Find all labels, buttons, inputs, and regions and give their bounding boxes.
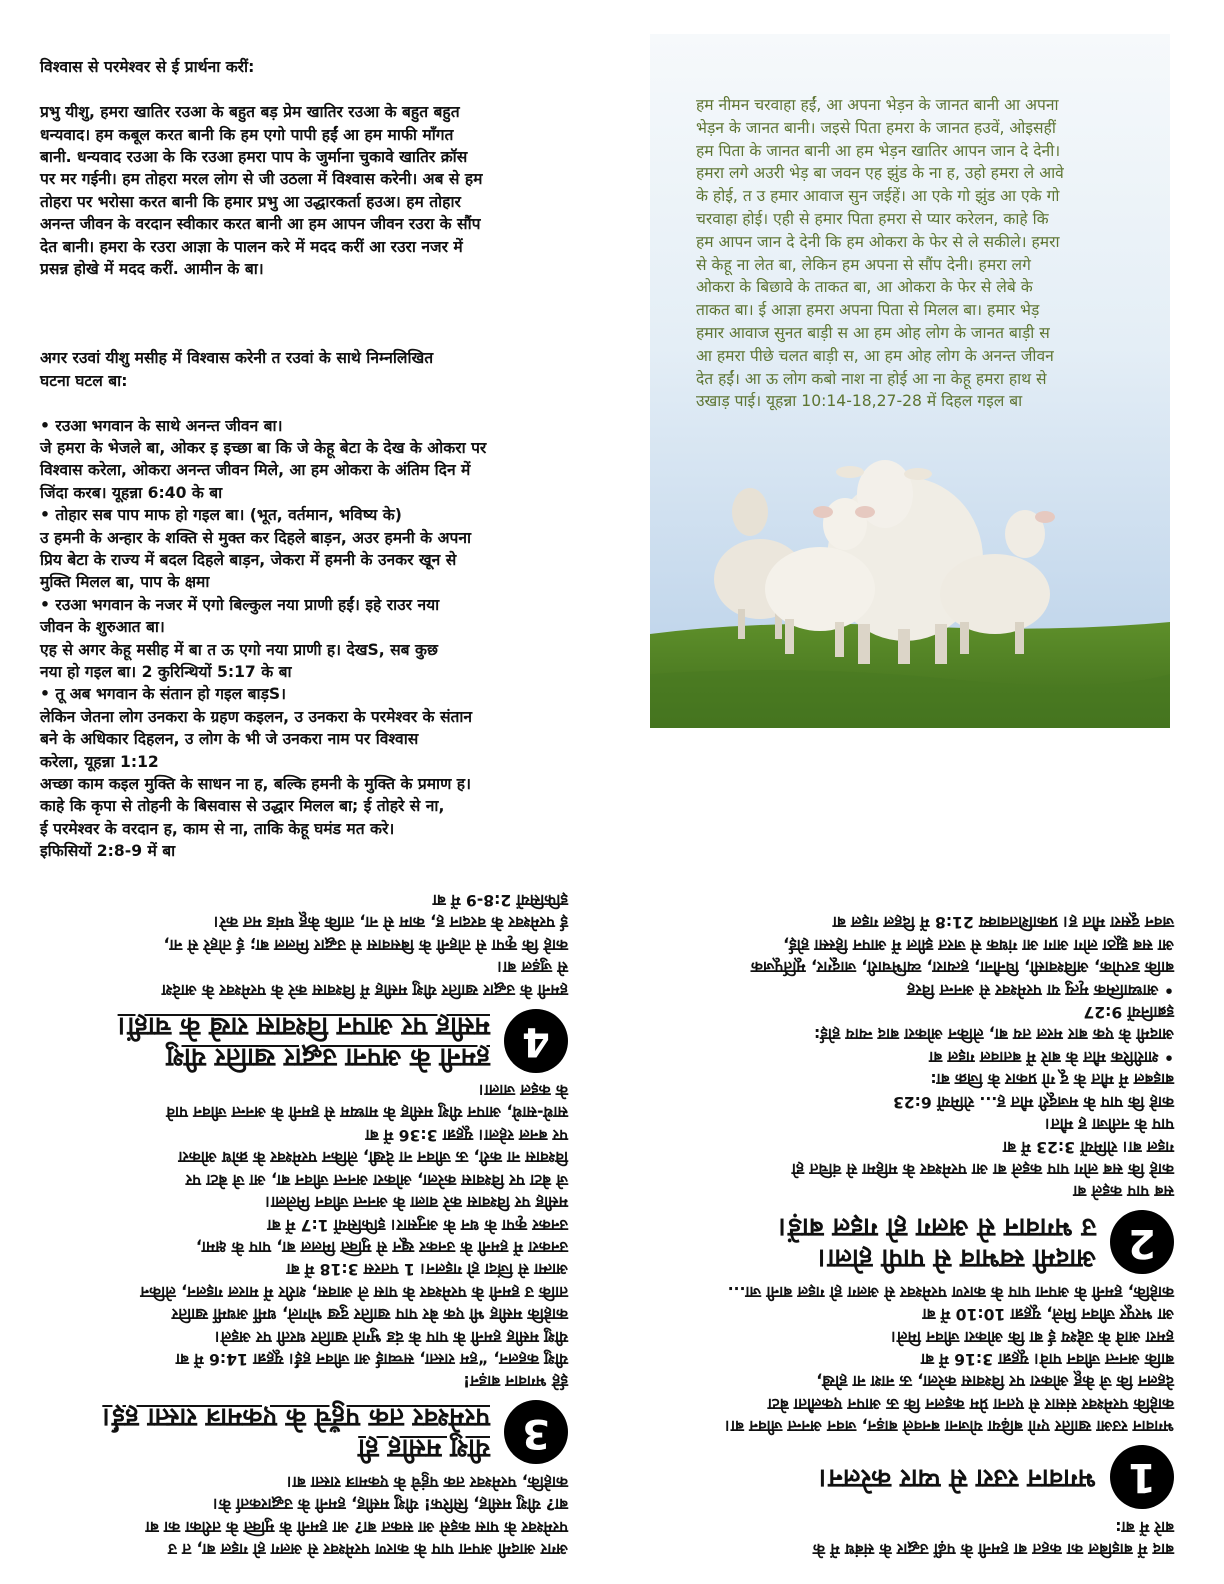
- section-2-number-badge: 2: [1110, 1210, 1174, 1274]
- prayer-and-results-column: [40, 34, 600, 885]
- section-2-heading: आदमी स्वभाव से पापी होला। उ भगवान से अलग हो गइल बाड़ें।: [778, 1212, 1096, 1274]
- john-10-verse-text: हम नीमन चरवाहा हईं, आ अपना भेड़न के जानत बानी आ अपना भेड़न के जानत बानी। जइसे पिता हमरा के जानत हउवें, ओइसहीं हम पिता के जानत बानी आ हम भेड़न खातिर आपन जान दे देनी। हमरा लगे अउरी भेड़ बा जवन एह झुंड के ना ह, उहो हमरा ले आवे के होई, त उ हमार आवाज सुन जईहें। आ एके गो झुंड आ एके गो चरवाहा होई। एही से हमार पिता हमरा से प्यार करेलन, काहे कि हम आपन जान दे देनी कि हम ओकरा के फेर से ले सकीले। हमरा से केहू ना लेत बा, लेकिन हम अपना से सौंप देनी। हमरा लगे ओकरा के बिछावे के ताकत बा, आ ओकरा के फेर से लेबे के ताकत बा। ई आज्ञा हमरा अपना पिता से मिलल बा। हमार भेड़ हमार आवाज सुनत बाड़ी स आ हम ओह लोग के जानत बाड़ी स आ हमरा पीछे चलत बाड़ी स, आ हम ओह लोग के अनन्त जीवन देत हईं। आ ऊ लोग कबो नाश ना होई आ ना केहू हमरा हाथ से उखाड़ पाई। यूहन्ना 10:14-18,27-28 में दिहल गइल बा: [696, 96, 1064, 411]
- section-1-header: [650, 1445, 1174, 1509]
- section-3-intro: अगर आदमी अपना पाप के कारण परमेश्वर से अलग हो गइल बा, त उ परमेश्वर के पास कइसे आ सकत बा? आ हमनी के मुक्ति के तरीका का बा बा? यीशु मसीह, सिरिफ! यीशु मसीह, हमनी के उद्धारकर्ता के। काहेकि, परमेश्वर तक पहुंचे के एकमात्र रास्ता बा।: [145, 1472, 568, 1558]
- section-4-number-badge: 4: [504, 1009, 568, 1073]
- results-intro: अगर रउवां यीशु मसीह में विश्वास करेनी त रउवां के साथे निम्नलिखित घटना घटल बा:: [40, 349, 434, 390]
- section-3-header: [40, 1400, 568, 1464]
- bottom-left-column-upside-down: [40, 800, 568, 1560]
- results-body: • रउआ भगवान के साथे अनन्त जीवन बा। जे हमरा के भेजले बा, ओकर इ इच्छा बा कि जे केहू बेटा के देख के ओकरा पर विश्वास करेला, ओकरा अनन्त जीवन मिले, आ हम ओकरा के अंतिम दिन में जिंदा करब। यूहन्ना 6:40 के बा • तोहार सब पाप माफ हो गइल बा। (भूत, वर्तमान, भविष्य के) उ हमनी के अन्हार के शक्ति से मुक्त कर दिहले बाड़न, अउर हमनी के अपना प्रिय बेटा के राज्य में बदल दिहले बाड़न, जेकरा में हमनी के उनकर खून से मुक्ति मिलल बा, पाप के क्षमा • रउआ भगवान के नजर में एगो बिल्कुल नया प्राणी हईं। इहे राउर नया जीवन के शुरुआत बा। एह से अगर केहू मसीह में बा त ऊ एगो नया प्राणी ह। देखS, सब कुछ नया हो गइल बा। 2 कुरिन्थियों 5:17 के बा • तू अब भगवान के संतान हो गइल बाड़S। लेकिन जेतना लोग उनकरा के ग्रहण कइलन, उ उनकरा के परमेश्वर के संतान बने के अधिकार दिहलन, उ लोग के भी जे उनकरा नाम पर विश्वास करेला, यूहन्ना 1:12 अच्छा काम कइल मुक्ति के साधन ना ह, बल्कि हमनी के मुक्ति के प्रमाण ह। काहे कि कृपा से तोहनी के बिसवास से उद्धार मिलल बा; ई तोहरे से ना, ई परमेश्वर के वरदान ह, काम से ना, ताकि केहू घमंड मत करे। इफिसियों 2:8-9 में बा: [40, 416, 487, 861]
- section-2-body: सब पाप कइले बा काहे कि सब लोग पाप कइले बा आ परमेश्वर के महिमा से वंचित हो गइल बा। रोमियों 3:23 में बा पाप के नतीजा ह मौत। काहे कि पाप के मजदूरी मौत ह... रोमियों 6:23 बाइबल में मौत के दू गो प्रकार के जिक्र बा: • शारीरिक मौत के बारे में बतावल गइल बा आदमी के एक बार मरल तय बा, लेकिन ओकरा बाद न्याय होई: इब्रानियों 9:27 • आध्यात्मिक मृत्यु या परमेश्वर से अनन्त विरह बाकि डरपोक, अविश्वासी, घिनौना, हत्यारा, व्यभिचारी, जादूगर, मूर्तिपूजक आ सब झूठा लोग आग आ गंधक से जरत झील में आपन हिस्सा होई, जवन दूसरा मौत ह। प्रकाशितवाक्य 21:8 में दिहल गइल बा: [750, 913, 1174, 1201]
- section-3-body: ईहे भगवान बाड़न! यीशु कहलन, “हम रास्ता, सच्चाई आ जीवन हईं। यूहन्ना 14:6 में बा यीशु मसीह हमनी के पाप के दंड भुगते खातिर धरती पर अइले। काहेकि मसीह भी एक बेर पाप खातिर दुख भोगले, धर्मी अधर्मी खातिर ताकि उ हमनी के परमेश्वर के पास ले आवस, शरीर में मारल गइलन, लेकिन आत्मा से जिंदा हो गइलन। 1 पतरस 3:18 में बा उनकरा में हमनी के उनकर खून से मुक्ति मिलल बा, पाप के क्षमा, उनकर कृपा के धन के अनुसार। इफिसियों 1:7 में बा मसीह पर विश्वास करे वाला के अनन्त जीवन मिलेला। जे बेटा पर विश्वास करेला, ओकरा अनन्त जीवन बा, आ जे बेटा पर विश्वास ना करी, ऊ जीवन ना देखी, लेकिन परमेश्वर के क्रोध ओकरा पर बनल रहेला। यूहन्ना 3:36 में बा साथे-साथे, आपन यीशु मसीह के माध्यम से हमनी के अनन्त जीवन पावे के कइल जाला।: [140, 1081, 568, 1391]
- section-4-body: हमनी के उद्धार खातिर यीशु मसीह में विश्वास करे के परमेश्वर के आदेश से जुड़ल बा। काहे कि कृपा से तोहनी के बिसवास से उद्धार मिलल बा; ई तोहरे से ना, ई परमेश्वर के वरदान ह, काम से ना, ताकि केहू घमंड मत करे। इफिसियों 2:8-9 में बा: [161, 891, 568, 999]
- section-4-heading: हमनी के अपना उद्धार खातिर यीशु मसीह पर आपन विश्वास राखे के चाहीं।: [117, 1010, 490, 1072]
- section-3-heading: यीशु मसीह ही परमेश्वर तक पहुँचे के एकमात्र रास्ता हईं।: [102, 1402, 490, 1464]
- bottom-right-column-upside-down: [650, 800, 1174, 1560]
- section-1-intro: बाद में बाइबिल का कहत बा हमनी के पढ़ीं उद्धार के संबंध में के बारे में बा:: [812, 1517, 1174, 1558]
- prayer-title: विश्वास से परमेश्वर से ई प्रार्थना करीं:: [40, 58, 255, 77]
- section-3-number-badge: 3: [504, 1400, 568, 1464]
- section-1-number-badge: 1: [1110, 1445, 1174, 1509]
- section-1-heading: भगवान रउरा से प्यार करेलन।: [818, 1462, 1096, 1493]
- section-2-header: [650, 1210, 1174, 1274]
- prayer-body: प्रभु यीशु, हमरा खातिर रउआ के बहुत बड़ प्रेम खातिर रउआ के बहुत बहुत धन्यवाद। हम कबूल करत बानी कि हम एगो पापी हईं आ हम माफी माँगत बानी. धन्यवाद रउआ के कि रउआ हमरा पाप के जुर्माना चुकावे खातिर क्रॉस पर मर गईनी। हम तोहरा मरल लोग से जी उठला में विश्वास करेनी। अब से हम तोहरा पर भरोसा करत बानी कि हमार प्रभु आ उद्धारकर्ता हउअ। हम तोहार अनन्त जीवन के वरदान स्वीकार करत बानी आ हम आपन जीवन रउरा के सौंप देत बानी। हमरा के रउरा आज्ञा के पालन करे में मदद करीं आ रउरा नजर में प्रसन्न होखे में मदद करीं. आमीन के बा।: [40, 103, 483, 279]
- section-4-header: [40, 1009, 568, 1073]
- section-1-body: भगवान रउआ खातिर एगो बढ़िया योजना बनवले बाड़न, जवन अनन्त जीवन बा। काहेकि परमेश्वर संसार से एतना प्रेम कइलन कि ऊ आपन एकलौता बेटा देहलन कि जे केहू ओकरा पर विश्वास करेला, ऊ नाश ना होखे, बाकि अनन्त जीवन पावे। यूहन्ना 3:16 में बा हमरा आवे के उद्देश्य ई बा कि ओकरा जीवन मिले। आ भरपूर जीवन मिले, यूहन्ना 10:10 में बा काहेकि, हमनी के अपना पाप के कारण परमेश्वर से अलग हो गइल बानी जा...: [725, 1282, 1174, 1436]
